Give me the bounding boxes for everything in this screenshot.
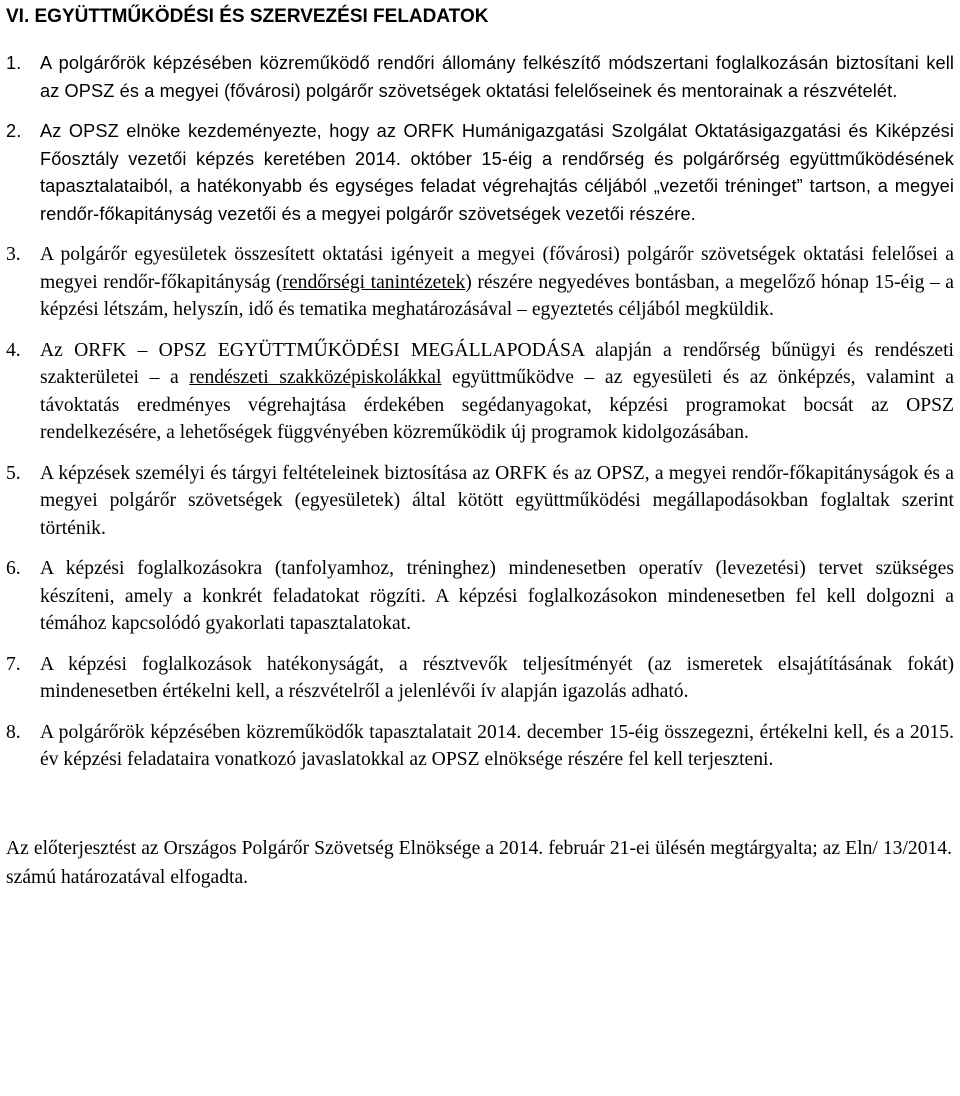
section-title: VI. EGYÜTTMŰKÖDÉSI ÉS SZERVEZÉSI FELADATOK	[6, 6, 489, 27]
item-text-before-link: Az ORFK – OPSZ EGYÜTTMŰKÖDÉSI MEGÁLLAPODÁSA alapján a rendőrség bűnügyi és rendészeti szakterületei – a	[40, 339, 954, 388]
list-item-3	[6, 241, 954, 324]
item-text: A képzési foglalkozások hatékonyságát, a résztvevők teljesítményét (az ismeretek elsajátításának fokát) mindenesetben értékelni kell, a részvételről a jelenlévői ív alapján igazolás adható.	[40, 653, 954, 702]
item-text: A képzések személyi és tárgyi feltételeinek biztosítása az ORFK és az OPSZ, a megyei rendőr-főkapitányságok és a megyei polgárőr szövetségek (egyesületek) által kötött együttműködési megállapodásokban foglaltak szerint történik.	[40, 462, 954, 539]
list-item-8	[6, 719, 954, 774]
task-list	[6, 50, 954, 774]
list-item-4	[6, 337, 954, 447]
item-text: A polgárőrök képzésében közreműködő rendőri állomány felkészítő módszertani foglalkozásán biztosítani kell az OPSZ és a megyei (fővárosi) polgárőr szövetségek oktatási felelőseinek és mentorainak a részvételét.	[40, 53, 954, 101]
list-item-1	[6, 50, 954, 105]
underlined-reference: rendőrségi tanintézetek	[282, 271, 466, 293]
list-item-2	[6, 118, 954, 228]
item-number: 4.	[6, 339, 21, 361]
list-item-7	[6, 651, 954, 706]
item-number: 7.	[6, 653, 21, 675]
item-number: 6.	[6, 558, 21, 579]
item-number: 3.	[6, 244, 21, 265]
underlined-reference: rendészeti szakközépiskolákkal	[189, 367, 442, 388]
item-number: 8.	[6, 721, 21, 743]
list-item-5	[6, 460, 954, 543]
list-item-6	[6, 555, 954, 638]
item-text-after-link: ) részére negyedéves bontásban, a megelőző hónap 15-éig – a képzési létszám, helyszín, idő és tematika meghatározásával – egyeztetés céljából megküldik.	[40, 271, 955, 320]
item-number: 1.	[6, 53, 22, 73]
item-number: 2.	[6, 121, 22, 141]
item-text: Az OPSZ elnöke kezdeményezte, hogy az ORFK Humánigazgatási Szolgálat Oktatásigazgatási és Kiképzési Főosztály vezetői képzés keretében 2014. október 15-éig a rendőrség és polgárőrség együttműködésének tapasztalataiból, a hatékonyabb és egységes feladat végrehajtás céljából „vezetői tréninget” tartson, a megyei rendőr-főkapitányság vezetői és a megyei polgárőr szövetségek vezetői részére.	[40, 121, 954, 224]
item-text-before-link: A polgárőr egyesületek összesített oktatási igényeit a megyei (fővárosi) polgárőr szövetségek oktatási felelősei a megyei rendőr-főkapitányság (	[40, 244, 954, 293]
item-text: A polgárőrök képzésében közreműködők tapasztalatait 2014. december 15-éig összegezni, értékelni kell, és a 2015. év képzési feladataira vonatkozó javaslatokkal az OPSZ elnöksége részére fel kell terjeszteni.	[40, 721, 954, 770]
closing-paragraph: Az előterjesztést az Országos Polgárőr Szövetség Elnöksége a 2014. február 21-ei ülésén megtárgyalta; az Eln/ 13/2014. számú határozatával elfogadta.	[6, 837, 952, 888]
item-text: A képzési foglalkozásokra (tanfolyamhoz, tréninghez) mindenesetben operatív (levezetési) tervet szükséges készíteni, amely a konkrét feladatokat rögzíti. A képzési foglalkozásokon mindenesetben fel kell dolgozni a témához kapcsolódó gyakorlati tapasztalatokat.	[40, 558, 954, 634]
item-text-after-link: együttműködve – az egyesületi és az önképzés, valamint a távoktatás eredményes végrehajtása érdekében segédanyagokat, képzési programokat bocsát az OPSZ rendelkezésére, a lehetőségek függvényében közreműködik új programok kidolgozásában.	[40, 367, 955, 443]
item-number: 5.	[6, 462, 21, 484]
